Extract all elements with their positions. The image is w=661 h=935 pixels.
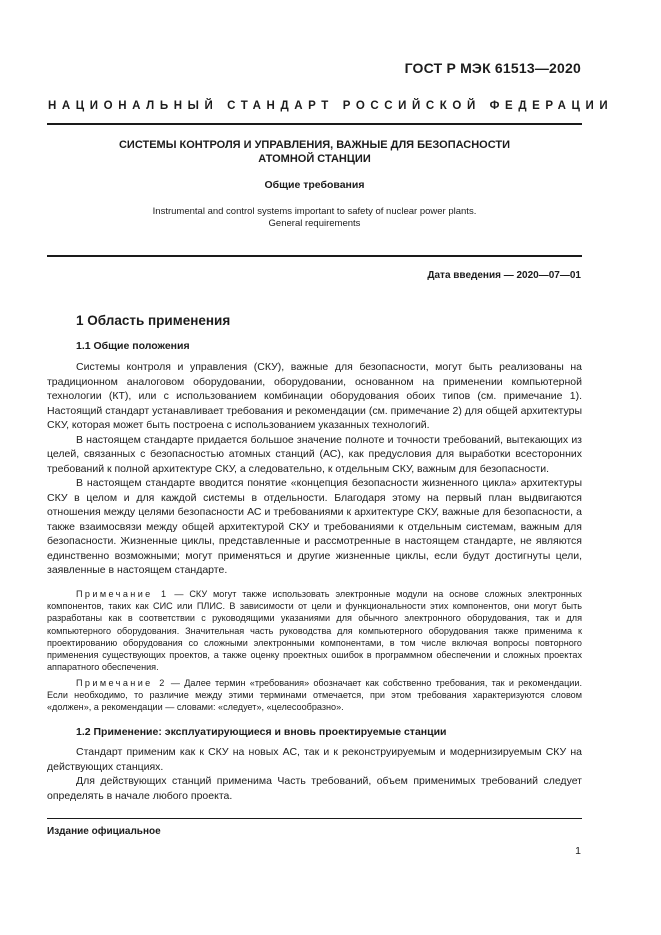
subsection-1-2-heading: 1.2 Применение: эксплуатирующиеся и вновь проектируемые станции <box>76 726 447 738</box>
top-rule <box>47 123 582 125</box>
note-1-label: Примечание 1 <box>76 589 169 599</box>
subsection-1-1-body <box>47 360 582 578</box>
national-standard-banner: НАЦИОНАЛЬНЫЙ СТАНДАРТ РОССИЙСКОЙ ФЕДЕРАЦИИ <box>48 100 614 112</box>
introduction-date: Дата введения — 2020—07—01 <box>427 270 581 281</box>
english-title-line-2: General requirements <box>268 218 361 229</box>
official-edition-label: Издание официальное <box>47 826 161 837</box>
english-title-line-1: Instrumental and control systems important to safety of nuclear power plants. <box>152 206 477 217</box>
subsection-1-2-body <box>47 745 582 803</box>
paragraph: Для действующих станций применима Часть требований, объем применимых требований следует определять в начале любого проекта. <box>47 775 582 802</box>
note-2-label: Примечание 2 <box>76 678 167 688</box>
title-line-1: СИСТЕМЫ КОНТРОЛЯ И УПРАВЛЕНИЯ, ВАЖНЫЕ ДЛЯ БЕЗОПАСНОСТИ <box>118 139 511 151</box>
note-2 <box>47 677 582 714</box>
footer-rule <box>47 818 582 819</box>
english-title <box>47 206 582 230</box>
subsection-1-1-heading: 1.1 Общие положения <box>76 340 190 352</box>
paragraph: Стандарт применим как к СКУ на новых АС, так и к реконструируемым и модернизируемым СКУ на действующих станциях. <box>47 746 582 773</box>
paragraph: В настоящем стандарте вводится понятие «концепция безопасности жизненного цикла» архитектуры СКУ в целом и для каждой системы в отдельности. Благодаря этому на первый план выдвигаются отношения между целями безопасности АС и требованиями к архитектуре СКУ, важные для безопасности, а также взаимосвязи между общей архитектурой СКУ и требованиями к отдельным системам, важным для безопасности. Жизненные циклы, представленные и рассмотренные в настоящем стандарте, не являются единственно возможными; могут применяться и другие жизненные циклы, если будут достигнуты цели, заявленные в настоящем стандарте. <box>47 477 582 576</box>
paragraph: Системы контроля и управления (СКУ), важные для безопасности, могут быть реализованы на традиционном аналоговом оборудовании, оборудовании, основанном на применении компьютерной технологии (КТ), или с использованием комбинации оборудования обоих типов (см. примечание 1). Настоящий стандарт устанавливает требования и рекомендации (см. примечание 2) для общей архитектуры СКУ, которая может быть построена с использованием указанных технологий. <box>47 361 582 431</box>
title-bottom-rule <box>47 255 582 257</box>
document-subtitle: Общие требования <box>264 179 365 191</box>
section-1-heading: 1 Область применения <box>76 313 231 328</box>
note-1 <box>47 588 582 673</box>
page-number: 1 <box>575 845 581 857</box>
note-1-text: — СКУ могут также использовать электронные модули на основе сложных электронных компонентов, таких как СИС или ПЛИС. В зависимости от цели и функциональности этих компонентов, они могут быть разработаны как в соответствии с руководящими указаниями для обычного электронного оборудования, так и для компьютерного оборудования. Значительная часть руководства для компьютерного оборудования также применима к проектированию оборудования со сложными электронными компонентами, в том числе включая вопросы повторного применения существующих проектов, а также оценку проектных ошибок в программном обеспечении и сложных проектах аппаратного обеспечения. <box>47 589 582 673</box>
title-line-2: АТОМНОЙ СТАНЦИИ <box>258 153 371 165</box>
document-title <box>47 138 582 166</box>
note-2-text: — Далее термин «требования» обозначает как собственно требования, так и рекомендации. Если необходимо, то различие между этими терминами отмечается, при этом требования характеризуются словом «должен», а рекомендации — словами: «следует», «целесообразно». <box>47 678 582 713</box>
gost-code: ГОСТ Р МЭК 61513—2020 <box>404 60 581 76</box>
note-2-paragraph <box>47 677 582 714</box>
paragraph: В настоящем стандарте придается большое значение полноте и точности требований, вытекающих из целей, связанных с безопасностью атомных станций (АС), как предусловия для выработки всесторонних требований к полной архитектуре СКУ, а следовательно, к отдельным СКУ, важным для безопасности. <box>47 433 582 475</box>
note-1-paragraph <box>47 588 582 673</box>
